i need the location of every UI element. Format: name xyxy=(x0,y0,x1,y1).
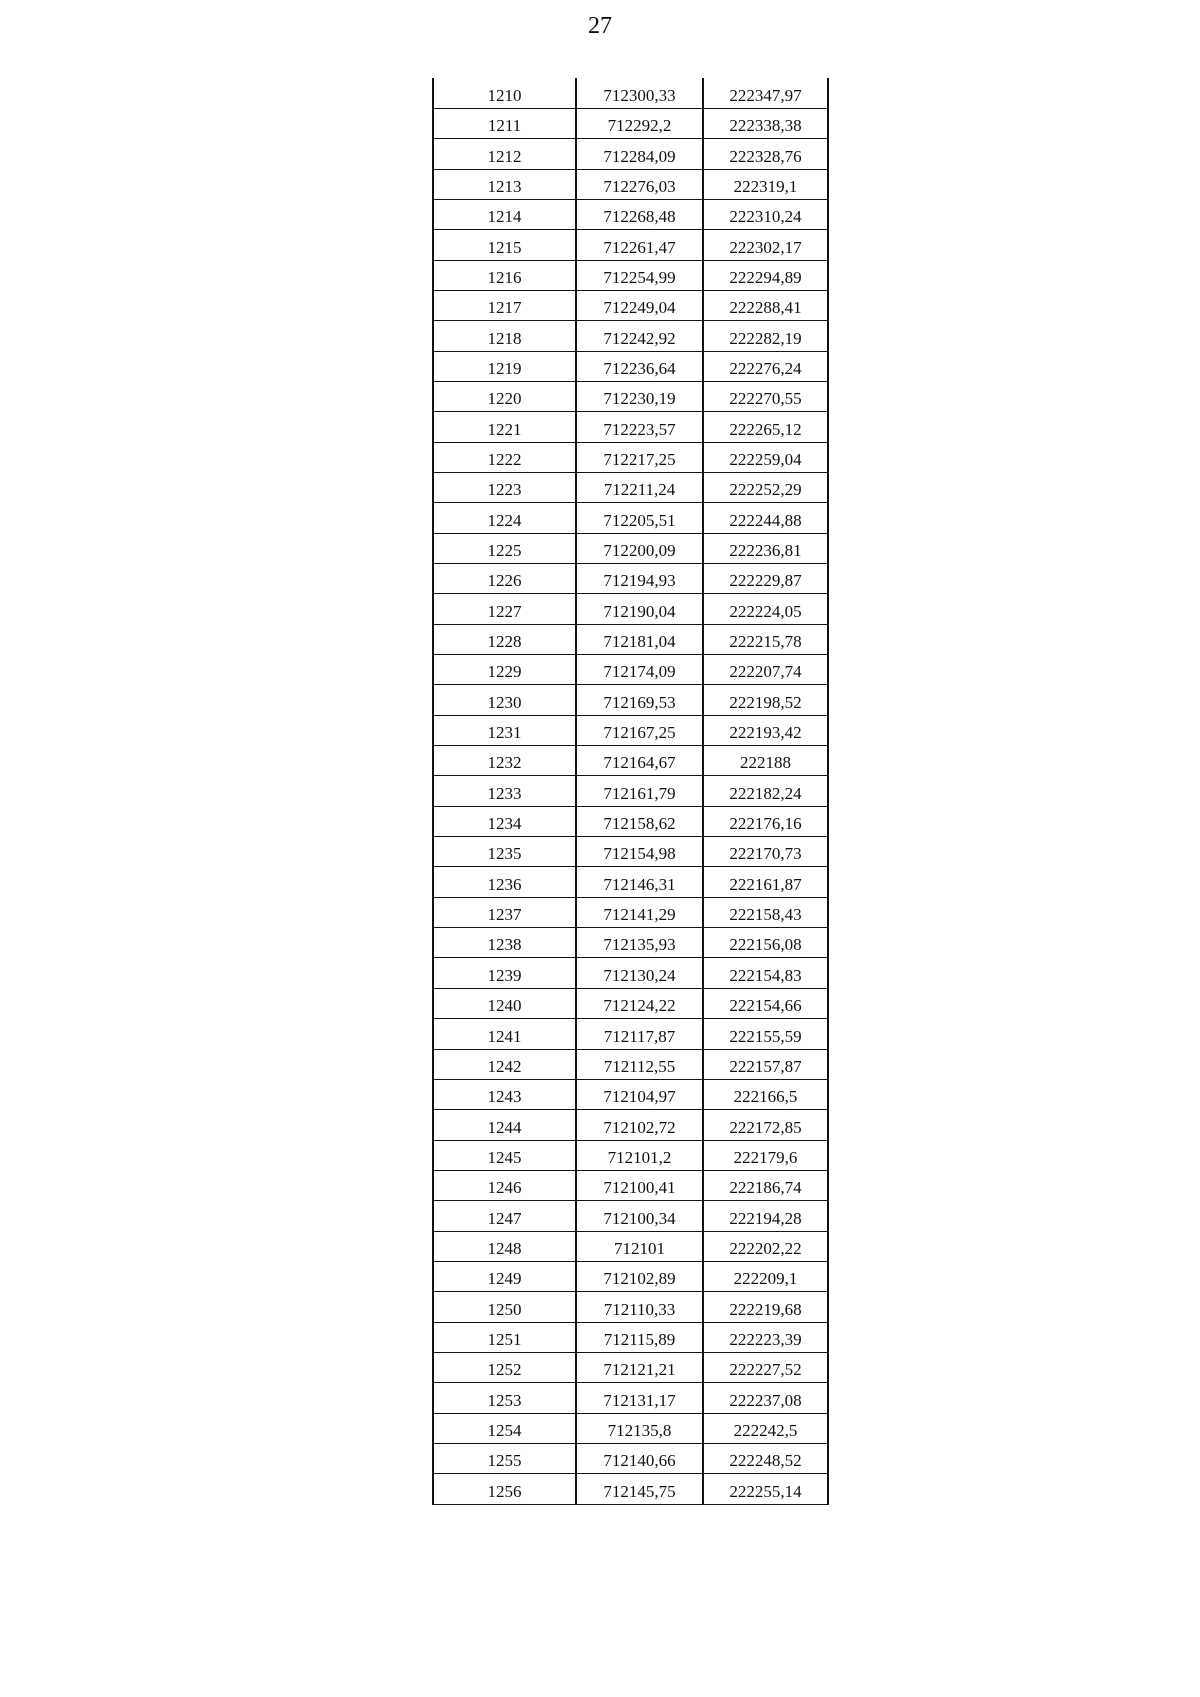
table-row xyxy=(433,867,828,897)
table-row xyxy=(433,1140,828,1170)
point-number-cell: 1233 xyxy=(433,776,576,806)
y-coordinate-cell: 222182,24 xyxy=(703,776,828,806)
point-number-cell: 1223 xyxy=(433,472,576,502)
table-row xyxy=(433,1383,828,1413)
x-coordinate-cell: 712100,34 xyxy=(576,1201,703,1231)
y-coordinate-cell: 222236,81 xyxy=(703,533,828,563)
x-coordinate-cell: 712141,29 xyxy=(576,897,703,927)
y-coordinate-cell: 222302,17 xyxy=(703,230,828,260)
y-coordinate-cell: 222219,68 xyxy=(703,1292,828,1322)
y-coordinate-cell: 222347,97 xyxy=(703,78,828,108)
y-coordinate-cell: 222158,43 xyxy=(703,897,828,927)
x-coordinate-cell: 712292,2 xyxy=(576,108,703,138)
y-coordinate-cell: 222248,52 xyxy=(703,1443,828,1473)
x-coordinate-cell: 712100,41 xyxy=(576,1170,703,1200)
table-row xyxy=(433,806,828,836)
x-coordinate-cell: 712135,93 xyxy=(576,928,703,958)
y-coordinate-cell: 222229,87 xyxy=(703,564,828,594)
y-coordinate-cell: 222202,22 xyxy=(703,1231,828,1261)
table-row xyxy=(433,139,828,169)
point-number-cell: 1212 xyxy=(433,139,576,169)
point-number-cell: 1217 xyxy=(433,290,576,320)
point-number-cell: 1242 xyxy=(433,1049,576,1079)
table-row xyxy=(433,1049,828,1079)
point-number-cell: 1226 xyxy=(433,564,576,594)
y-coordinate-cell: 222198,52 xyxy=(703,685,828,715)
point-number-cell: 1214 xyxy=(433,199,576,229)
y-coordinate-cell: 222193,42 xyxy=(703,715,828,745)
table-row xyxy=(433,472,828,502)
point-number-cell: 1238 xyxy=(433,928,576,958)
table-row xyxy=(433,1413,828,1443)
y-coordinate-cell: 222154,66 xyxy=(703,988,828,1018)
x-coordinate-cell: 712161,79 xyxy=(576,776,703,806)
table-row xyxy=(433,230,828,260)
point-number-cell: 1244 xyxy=(433,1110,576,1140)
table-row xyxy=(433,1110,828,1140)
point-number-cell: 1254 xyxy=(433,1413,576,1443)
x-coordinate-cell: 712124,22 xyxy=(576,988,703,1018)
table-row xyxy=(433,169,828,199)
table-row xyxy=(433,746,828,776)
point-number-cell: 1241 xyxy=(433,1019,576,1049)
y-coordinate-cell: 222265,12 xyxy=(703,412,828,442)
y-coordinate-cell: 222155,59 xyxy=(703,1019,828,1049)
table-row xyxy=(433,564,828,594)
point-number-cell: 1211 xyxy=(433,108,576,138)
x-coordinate-cell: 712140,66 xyxy=(576,1443,703,1473)
table-row xyxy=(433,624,828,654)
table-row xyxy=(433,108,828,138)
table-row xyxy=(433,1443,828,1473)
y-coordinate-cell: 222242,5 xyxy=(703,1413,828,1443)
x-coordinate-cell: 712200,09 xyxy=(576,533,703,563)
x-coordinate-cell: 712158,62 xyxy=(576,806,703,836)
coordinates-table-body xyxy=(433,78,828,1504)
point-number-cell: 1251 xyxy=(433,1322,576,1352)
table-row xyxy=(433,351,828,381)
y-coordinate-cell: 222172,85 xyxy=(703,1110,828,1140)
x-coordinate-cell: 712181,04 xyxy=(576,624,703,654)
y-coordinate-cell: 222207,74 xyxy=(703,655,828,685)
table-row xyxy=(433,897,828,927)
point-number-cell: 1222 xyxy=(433,442,576,472)
y-coordinate-cell: 222223,39 xyxy=(703,1322,828,1352)
point-number-cell: 1213 xyxy=(433,169,576,199)
x-coordinate-cell: 712284,09 xyxy=(576,139,703,169)
x-coordinate-cell: 712145,75 xyxy=(576,1474,703,1504)
x-coordinate-cell: 712223,57 xyxy=(576,412,703,442)
y-coordinate-cell: 222186,74 xyxy=(703,1170,828,1200)
x-coordinate-cell: 712154,98 xyxy=(576,837,703,867)
x-coordinate-cell: 712169,53 xyxy=(576,685,703,715)
y-coordinate-cell: 222179,6 xyxy=(703,1140,828,1170)
table-row xyxy=(433,837,828,867)
point-number-cell: 1224 xyxy=(433,503,576,533)
y-coordinate-cell: 222170,73 xyxy=(703,837,828,867)
table-row xyxy=(433,685,828,715)
point-number-cell: 1246 xyxy=(433,1170,576,1200)
point-number-cell: 1235 xyxy=(433,837,576,867)
x-coordinate-cell: 712249,04 xyxy=(576,290,703,320)
x-coordinate-cell: 712205,51 xyxy=(576,503,703,533)
y-coordinate-cell: 222310,24 xyxy=(703,199,828,229)
y-coordinate-cell: 222282,19 xyxy=(703,321,828,351)
point-number-cell: 1237 xyxy=(433,897,576,927)
x-coordinate-cell: 712276,03 xyxy=(576,169,703,199)
point-number-cell: 1216 xyxy=(433,260,576,290)
y-coordinate-cell: 222244,88 xyxy=(703,503,828,533)
x-coordinate-cell: 712230,19 xyxy=(576,381,703,411)
point-number-cell: 1218 xyxy=(433,321,576,351)
x-coordinate-cell: 712236,64 xyxy=(576,351,703,381)
x-coordinate-cell: 712167,25 xyxy=(576,715,703,745)
x-coordinate-cell: 712101 xyxy=(576,1231,703,1261)
y-coordinate-cell: 222224,05 xyxy=(703,594,828,624)
point-number-cell: 1253 xyxy=(433,1383,576,1413)
point-number-cell: 1210 xyxy=(433,78,576,108)
y-coordinate-cell: 222259,04 xyxy=(703,442,828,472)
table-row xyxy=(433,1231,828,1261)
table-row xyxy=(433,412,828,442)
table-row xyxy=(433,199,828,229)
x-coordinate-cell: 712110,33 xyxy=(576,1292,703,1322)
table-row xyxy=(433,988,828,1018)
y-coordinate-cell: 222319,1 xyxy=(703,169,828,199)
table-row xyxy=(433,1474,828,1504)
table-row xyxy=(433,928,828,958)
x-coordinate-cell: 712190,04 xyxy=(576,594,703,624)
table-row xyxy=(433,715,828,745)
table-row xyxy=(433,1322,828,1352)
page-number: 27 xyxy=(588,13,612,39)
x-coordinate-cell: 712164,67 xyxy=(576,746,703,776)
y-coordinate-cell: 222270,55 xyxy=(703,381,828,411)
y-coordinate-cell: 222294,89 xyxy=(703,260,828,290)
coordinates-table xyxy=(432,78,829,1505)
point-number-cell: 1234 xyxy=(433,806,576,836)
x-coordinate-cell: 712101,2 xyxy=(576,1140,703,1170)
point-number-cell: 1247 xyxy=(433,1201,576,1231)
table-row xyxy=(433,1079,828,1109)
table-row xyxy=(433,776,828,806)
x-coordinate-cell: 712261,47 xyxy=(576,230,703,260)
table-row xyxy=(433,260,828,290)
y-coordinate-cell: 222161,87 xyxy=(703,867,828,897)
point-number-cell: 1228 xyxy=(433,624,576,654)
table-row xyxy=(433,1292,828,1322)
x-coordinate-cell: 712102,89 xyxy=(576,1261,703,1291)
point-number-cell: 1229 xyxy=(433,655,576,685)
point-number-cell: 1227 xyxy=(433,594,576,624)
y-coordinate-cell: 222255,14 xyxy=(703,1474,828,1504)
point-number-cell: 1252 xyxy=(433,1352,576,1382)
point-number-cell: 1256 xyxy=(433,1474,576,1504)
point-number-cell: 1243 xyxy=(433,1079,576,1109)
x-coordinate-cell: 712174,09 xyxy=(576,655,703,685)
point-number-cell: 1232 xyxy=(433,746,576,776)
x-coordinate-cell: 712194,93 xyxy=(576,564,703,594)
table-row xyxy=(433,1261,828,1291)
table-row xyxy=(433,594,828,624)
x-coordinate-cell: 712254,99 xyxy=(576,260,703,290)
point-number-cell: 1220 xyxy=(433,381,576,411)
table-row xyxy=(433,290,828,320)
point-number-cell: 1255 xyxy=(433,1443,576,1473)
point-number-cell: 1249 xyxy=(433,1261,576,1291)
y-coordinate-cell: 222288,41 xyxy=(703,290,828,320)
table-row xyxy=(433,321,828,351)
point-number-cell: 1236 xyxy=(433,867,576,897)
x-coordinate-cell: 712130,24 xyxy=(576,958,703,988)
y-coordinate-cell: 222338,38 xyxy=(703,108,828,138)
x-coordinate-cell: 712146,31 xyxy=(576,867,703,897)
point-number-cell: 1239 xyxy=(433,958,576,988)
y-coordinate-cell: 222157,87 xyxy=(703,1049,828,1079)
table-row xyxy=(433,442,828,472)
x-coordinate-cell: 712104,97 xyxy=(576,1079,703,1109)
x-coordinate-cell: 712115,89 xyxy=(576,1322,703,1352)
table-row xyxy=(433,1170,828,1200)
y-coordinate-cell: 222215,78 xyxy=(703,624,828,654)
y-coordinate-cell: 222237,08 xyxy=(703,1383,828,1413)
y-coordinate-cell: 222209,1 xyxy=(703,1261,828,1291)
table-row xyxy=(433,503,828,533)
point-number-cell: 1225 xyxy=(433,533,576,563)
x-coordinate-cell: 712268,48 xyxy=(576,199,703,229)
x-coordinate-cell: 712102,72 xyxy=(576,1110,703,1140)
point-number-cell: 1219 xyxy=(433,351,576,381)
table-row xyxy=(433,958,828,988)
x-coordinate-cell: 712242,92 xyxy=(576,321,703,351)
point-number-cell: 1215 xyxy=(433,230,576,260)
x-coordinate-cell: 712112,55 xyxy=(576,1049,703,1079)
table-row xyxy=(433,655,828,685)
y-coordinate-cell: 222328,76 xyxy=(703,139,828,169)
table-row xyxy=(433,78,828,108)
table-row xyxy=(433,381,828,411)
y-coordinate-cell: 222176,16 xyxy=(703,806,828,836)
y-coordinate-cell: 222194,28 xyxy=(703,1201,828,1231)
table-row xyxy=(433,1019,828,1049)
point-number-cell: 1250 xyxy=(433,1292,576,1322)
table-row xyxy=(433,533,828,563)
x-coordinate-cell: 712135,8 xyxy=(576,1413,703,1443)
y-coordinate-cell: 222156,08 xyxy=(703,928,828,958)
point-number-cell: 1245 xyxy=(433,1140,576,1170)
y-coordinate-cell: 222154,83 xyxy=(703,958,828,988)
point-number-cell: 1240 xyxy=(433,988,576,1018)
y-coordinate-cell: 222166,5 xyxy=(703,1079,828,1109)
table-row xyxy=(433,1352,828,1382)
y-coordinate-cell: 222276,24 xyxy=(703,351,828,381)
x-coordinate-cell: 712217,25 xyxy=(576,442,703,472)
point-number-cell: 1230 xyxy=(433,685,576,715)
x-coordinate-cell: 712121,21 xyxy=(576,1352,703,1382)
y-coordinate-cell: 222227,52 xyxy=(703,1352,828,1382)
x-coordinate-cell: 712117,87 xyxy=(576,1019,703,1049)
point-number-cell: 1248 xyxy=(433,1231,576,1261)
y-coordinate-cell: 222188 xyxy=(703,746,828,776)
x-coordinate-cell: 712131,17 xyxy=(576,1383,703,1413)
x-coordinate-cell: 712300,33 xyxy=(576,78,703,108)
point-number-cell: 1231 xyxy=(433,715,576,745)
x-coordinate-cell: 712211,24 xyxy=(576,472,703,502)
y-coordinate-cell: 222252,29 xyxy=(703,472,828,502)
table-row xyxy=(433,1201,828,1231)
point-number-cell: 1221 xyxy=(433,412,576,442)
